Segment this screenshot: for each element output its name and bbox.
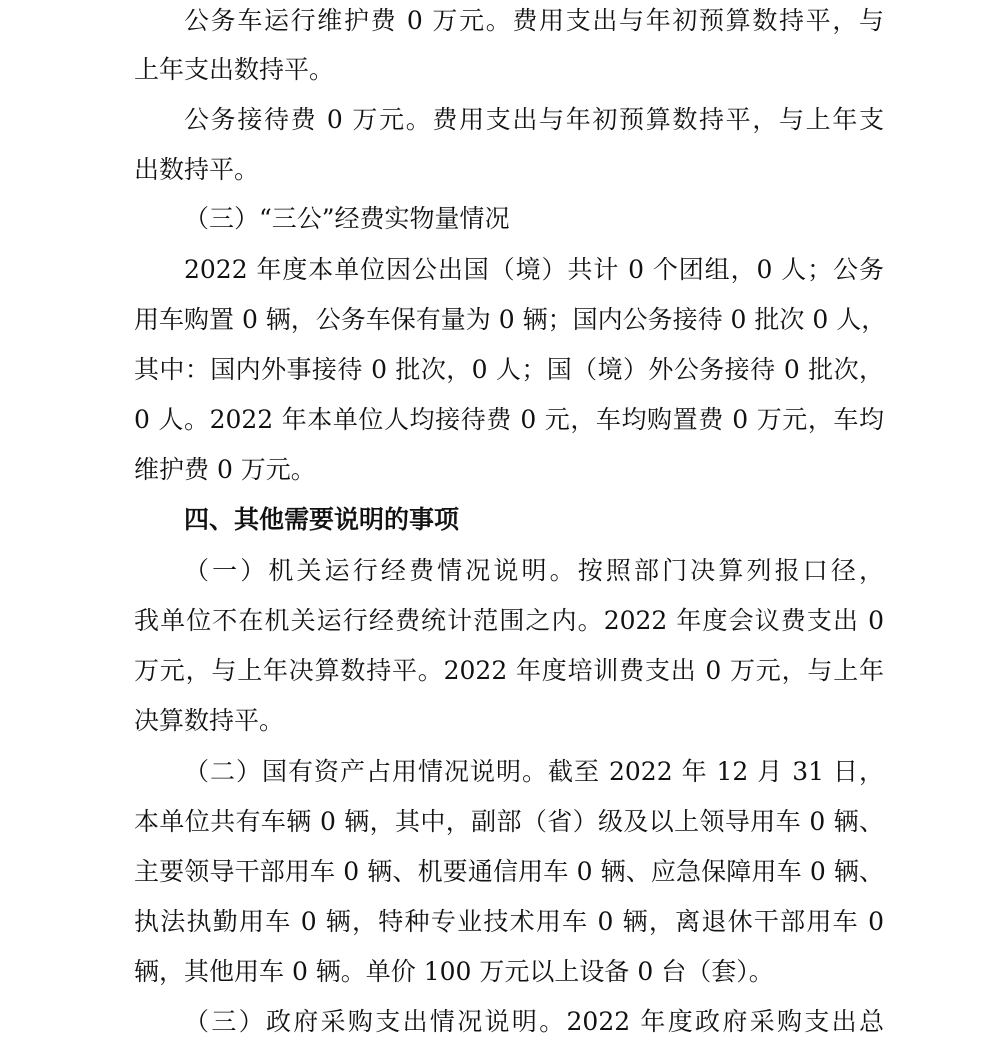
paragraph-line: 执法执勤用车 0 辆，特种专业技术用车 0 辆，离退休干部用车 0: [134, 907, 884, 936]
paragraph-line: 我单位不在机关运行经费统计范围之内。2022 年度会议费支出 0: [134, 606, 884, 635]
paragraph-line: 决算数持平。: [134, 706, 285, 735]
paragraph-line: 0 人。2022 年本单位人均接待费 0 元，车均购置费 0 万元，车均: [134, 405, 884, 434]
paragraph-line: 本单位共有车辆 0 辆，其中，副部（省）级及以上领导用车 0 辆、: [134, 807, 884, 836]
paragraph-line: 上年支出数持平。: [134, 55, 335, 84]
section-heading: 四、其他需要说明的事项: [184, 505, 460, 534]
section-subheading: （三）“三公”经费实物量情况: [184, 204, 510, 233]
paragraph-line: 万元，与上年决算数持平。2022 年度培训费支出 0 万元，与上年: [134, 656, 884, 685]
paragraph-line: 出数持平。: [134, 155, 260, 184]
paragraph-line: 2022 年度本单位因公出国（境）共计 0 个团组，0 人；公务: [184, 255, 884, 284]
paragraph-line: 公务车运行维护费 0 万元。费用支出与年初预算数持平，与: [184, 6, 884, 35]
paragraph-line: （二）国有资产占用情况说明。截至 2022 年 12 月 31 日，: [184, 757, 884, 786]
paragraph-line: 其中：国内外事接待 0 批次，0 人；国（境）外公务接待 0 批次，: [134, 355, 884, 384]
paragraph-line: 主要领导干部用车 0 辆、机要通信用车 0 辆、应急保障用车 0 辆、: [134, 857, 884, 886]
paragraph-line: （一）机关运行经费情况说明。按照部门决算列报口径，: [184, 556, 884, 585]
paragraph-line: 维护费 0 万元。: [134, 455, 316, 484]
paragraph-line: 辆，其他用车 0 辆。单价 100 万元以上设备 0 台（套）。: [134, 957, 774, 986]
paragraph-line: （三）政府采购支出情况说明。2022 年度政府采购支出总: [184, 1007, 884, 1036]
paragraph-line: 公务接待费 0 万元。费用支出与年初预算数持平，与上年支: [184, 105, 884, 134]
paragraph-line: 用车购置 0 辆，公务车保有量为 0 辆；国内公务接待 0 批次 0 人，: [134, 305, 887, 334]
